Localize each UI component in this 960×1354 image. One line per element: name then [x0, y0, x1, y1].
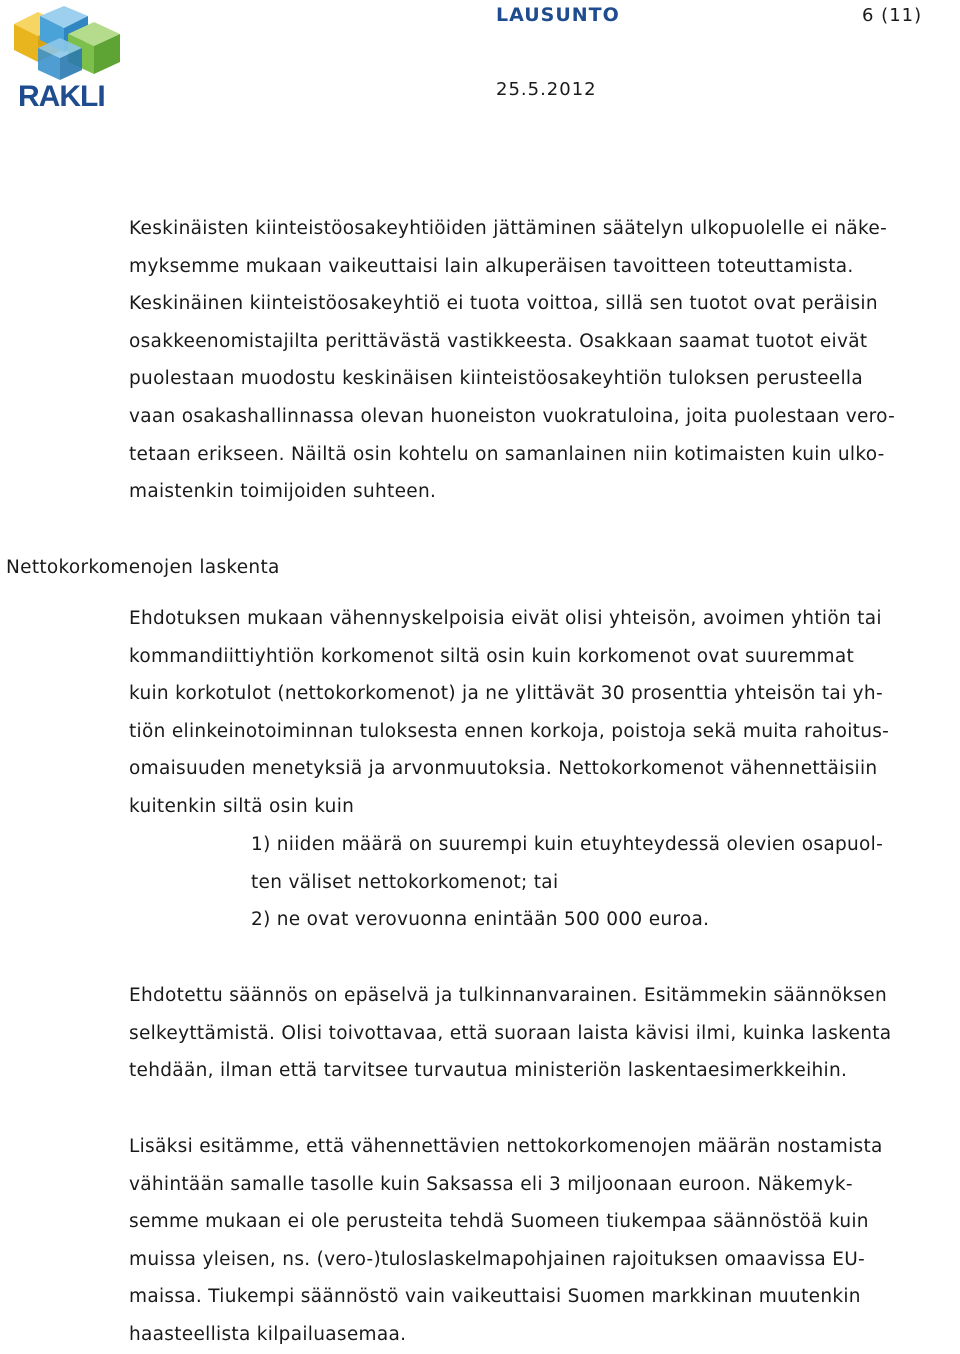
text-line: Ehdotettu säännös on epäselvä ja tulkinnanvarainen. Esitämmekin säännöksen — [129, 985, 888, 1006]
conditions-list — [251, 826, 883, 939]
text-line: kuitenkin siltä osin kuin — [129, 795, 355, 817]
logo-wordmark: RAKLI — [18, 80, 105, 110]
text-line: Keskinäisten kiinteistöosakeyhtiöiden jättäminen säätelyn ulkopuolelle ei näke- — [129, 218, 888, 239]
list-item: 2) ne ovat verovuonna enintään 500 000 euroa. — [251, 909, 710, 931]
text-line: myksemme mukaan vaikeuttaisi lain alkuperäisen tavoitteen toteuttamista. — [129, 255, 854, 277]
document-date: 25.5.2012 — [496, 79, 597, 100]
text-line: tiön elinkeinotoiminnan tuloksesta ennen korkoja, poistoja sekä muita rahoitus- — [129, 720, 890, 742]
text-line: kuin korkotulot (nettokorkomenot) ja ne ylittävät 30 prosenttia yhteisön tai yh- — [129, 683, 883, 705]
text-line: puolestaan muodostu keskinäisen kiinteistöosakeyhtiön tuloksen perusteella — [129, 368, 863, 390]
text-line: Lisäksi esitämme, että vähennettävien nettokorkomenojen määrän nostamista — [129, 1136, 883, 1157]
list-item: 1) niiden määrä on suurempi kuin etuyhteydessä olevien osapuol- — [251, 834, 884, 855]
text-line: tetaan erikseen. Näiltä osin kohtelu on samanlainen niin kotimaisten kuin ulko- — [129, 443, 885, 465]
paragraph-lisaksi — [129, 1128, 959, 1354]
paragraph-epaselva — [129, 977, 959, 1090]
document-type: LAUSUNTO — [496, 4, 620, 26]
text-line: vaan osakashallinnassa olevan huoneiston vuokratuloina, joita puolestaan vero- — [129, 405, 896, 427]
text-line: haasteellista kilpailuasemaa. — [129, 1323, 407, 1345]
text-line: muissa yleisen, ns. (vero-)tuloslaskelmapohjainen rajoituksen omaavissa EU- — [129, 1248, 866, 1270]
paragraph-ehdotus — [129, 600, 959, 826]
text-line: maissa. Tiukempi säännöstö vain vaikeuttaisi Suomen markkinan muutenkin — [129, 1286, 861, 1308]
text-line: semme mukaan ei ole perusteita tehdä Suomeen tiukempaa säännöstöä kuin — [129, 1211, 869, 1233]
text-line: osakkeenomistajilta perittävästä vastikkeesta. Osakkaan saamat tuotot eivät — [129, 330, 868, 352]
rakli-logo — [4, 2, 128, 110]
page-number: 6 (11) — [862, 5, 923, 26]
list-item: ten väliset nettokorkomenot; tai — [251, 871, 559, 893]
text-line: kommandiittiyhtiön korkomenot siltä osin kuin korkomenot ovat suuremmat — [129, 645, 855, 667]
text-line: Ehdotuksen mukaan vähennyskelpoisia eivät olisi yhteisön, avoimen yhtiön tai — [129, 608, 882, 629]
text-line: Keskinäinen kiinteistöosakeyhtiö ei tuota voittoa, sillä sen tuotot ovat peräisin — [129, 293, 878, 315]
text-line: vähintään samalle tasolle kuin Saksassa eli 3 miljoonaan euroon. Näkemyk- — [129, 1173, 853, 1195]
section-heading: Nettokorkomenojen laskenta — [6, 557, 280, 578]
text-line: tehdään, ilman että tarvitsee turvautua ministeriön laskentaesimerkkeihin. — [129, 1060, 848, 1082]
text-line: omaisuuden menetyksiä ja arvonmuutoksia. Nettokorkomenot vähennettäisiin — [129, 758, 878, 780]
paragraph-keskinaiset — [129, 210, 959, 511]
logo-cubes-icon — [4, 2, 128, 110]
text-line: selkeyttämistä. Olisi toivottavaa, että suoraan laista kävisi ilmi, kuinka laskenta — [129, 1022, 892, 1044]
text-line: maistenkin toimijoiden suhteen. — [129, 481, 437, 503]
